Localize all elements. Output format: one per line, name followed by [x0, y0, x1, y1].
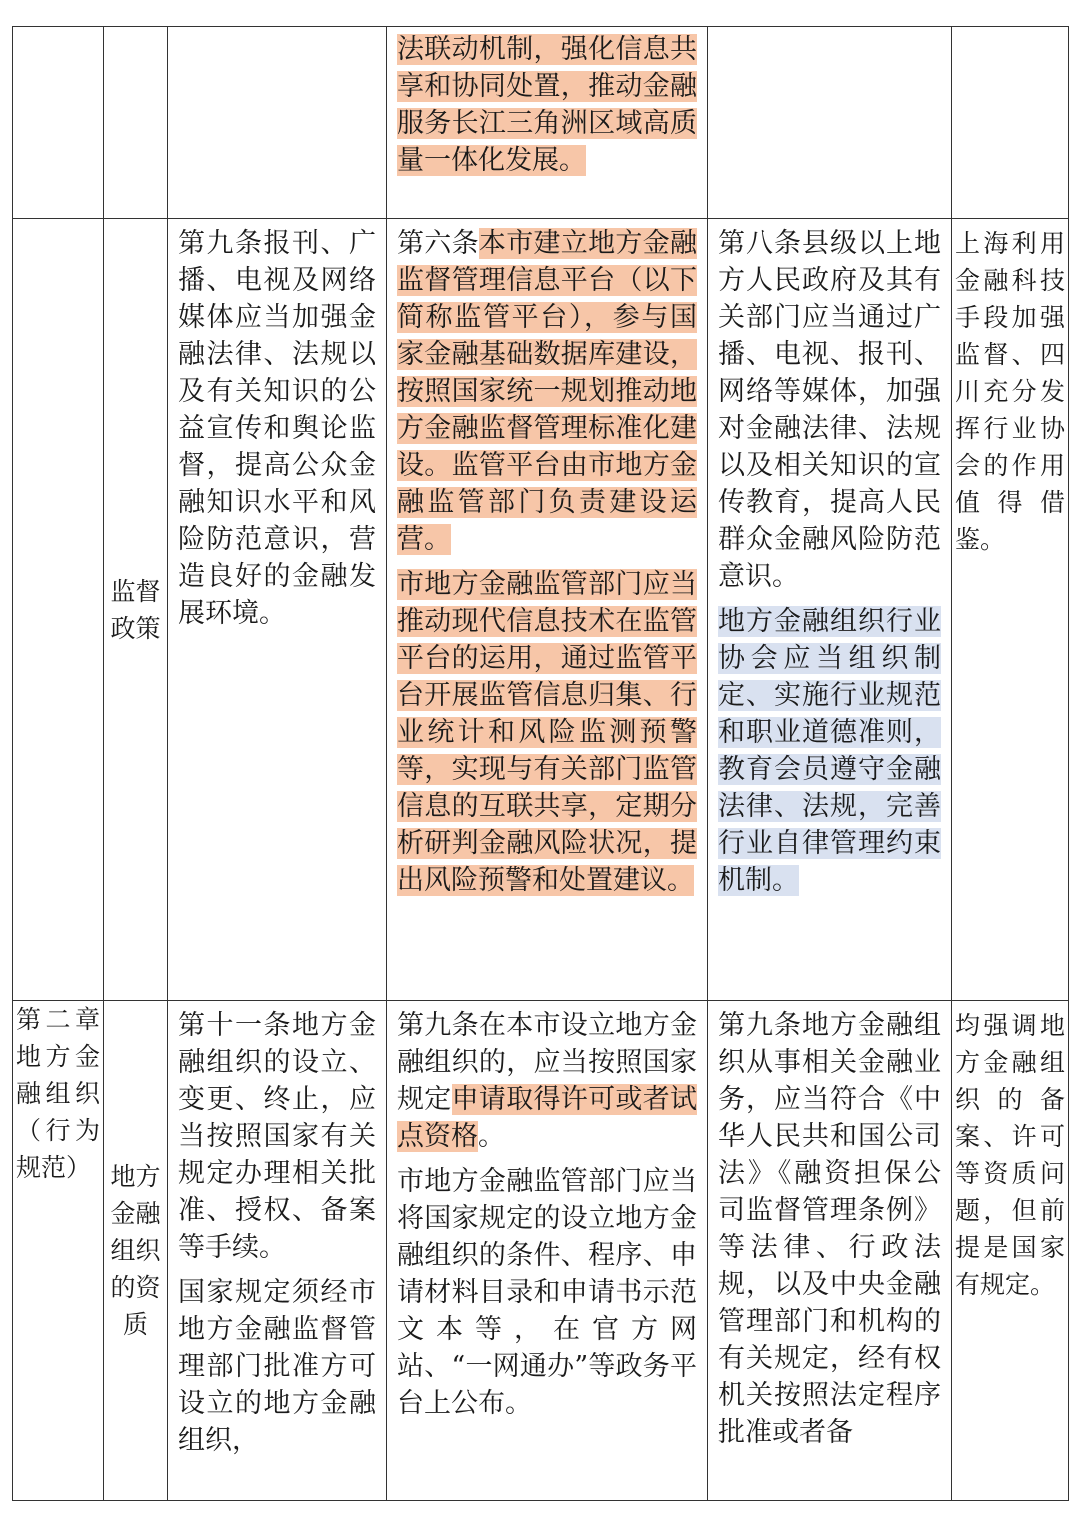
subject-label: 地方金融组织的资质 — [110, 1162, 161, 1339]
text-cell-c — [387, 1001, 708, 1501]
clause-suffix: 。 — [478, 1121, 505, 1152]
text-cell-b — [168, 27, 387, 219]
table-row — [13, 27, 1069, 219]
highlighted-text: 市地方金融监管部门应当推动现代信息技术在监管平台的运用，通过监管平台开展监管信息归集、行业统计和风险监测预警等，实现与有关部门监管信息的互联共享，定期分析研判金融风险状况，提出风险预警和处置建议。 — [397, 569, 697, 896]
text-cell-d — [708, 1001, 952, 1501]
table-row — [13, 219, 1069, 1001]
text-cell-e — [952, 27, 1069, 219]
chapter-label: 第二章地方金融组织（行为规范） — [16, 1005, 100, 1182]
clause-text: 市地方金融监管部门应当将国家规定的设立地方金融组织的条件、程序、申请材料目录和申请书示范文本等，在官方网站、“一网通办”等政务平台上公布。 — [397, 1166, 697, 1419]
subject-cell — [104, 27, 168, 219]
highlighted-text: 申请取得许可或者试点资格 — [397, 1084, 698, 1152]
chapter-cell — [13, 219, 104, 1001]
chapter-cell — [13, 1001, 104, 1501]
clause-text: 第十一条地方金融组织的设立、变更、终止，应当按照国家有关规定办理相关批准、授权、备案等手续。 — [178, 1010, 376, 1263]
highlighted-text: 本市建立地方金融监督管理信息平台（以下简称监管平台），参与国家金融基础数据库建设，按照国家统一规划推动地方金融监督管理标准化建设。监管平台由市地方金融监管部门负责建设运营。 — [397, 228, 698, 555]
comparison-table — [12, 26, 1069, 1501]
comment-text: 上海利用金融科技手段加强监督、四川充分发挥行业协会的作用值得借鉴。 — [955, 229, 1065, 554]
chapter-cell — [13, 27, 104, 219]
clause-text: 第九条报刊、广播、电视及网络媒体应当加强金融法律、法规以及有关知识的公益宣传和舆论监督，提高公众金融知识水平和风险防范意识，营造良好的金融发展环境。 — [178, 228, 376, 629]
text-cell-b — [168, 219, 387, 1001]
text-cell-d — [708, 219, 952, 1001]
subject-cell — [104, 219, 168, 1001]
clause-text: 第九条地方金融组织从事相关金融业务，应当符合《中华人民共和国公司法》《融资担保公司监督管理条例》等法律、行政法规，以及中央金融管理部门和机构的有关规定，经有权机关按照法定程序批准或者备 — [718, 1010, 941, 1448]
subject-label: 监督政策 — [110, 576, 161, 643]
highlighted-text-blue: 地方金融组织行业协会应当组织制定、实施行业规范和职业道德准则，教育会员遵守金融法律、法规，完善行业自律管理约束机制。 — [718, 606, 941, 896]
text-cell-c — [387, 27, 708, 219]
text-cell-e — [952, 1001, 1069, 1501]
clause-text: 国家规定须经市地方金融监督管理部门批准方可设立的地方金融组织， — [178, 1277, 376, 1456]
highlighted-text: 法联动机制，强化信息共享和协同处置，推动金融服务长江三角洲区域高质量一体化发展。 — [397, 34, 697, 176]
subject-cell — [104, 1001, 168, 1501]
text-cell-c — [387, 219, 708, 1001]
clause-prefix: 第六条 — [397, 228, 479, 259]
clause-text: 第八条县级以上地方人民政府及其有关部门应当通过广播、电视、报刊、网络等媒体，加强对金融法律、法规以及相关知识的宣传教育，提高人民群众金融风险防范意识。 — [718, 228, 941, 592]
table-row — [13, 1001, 1069, 1501]
comment-text: 均强调地方金融组织的备案、许可等资质问题，但前提是国家有规定。 — [955, 1011, 1065, 1299]
text-cell-b — [168, 1001, 387, 1501]
clause-prefix: 第九条在本市设立地方金融组织的，应当按照国家规定 — [397, 1010, 697, 1115]
text-cell-e — [952, 219, 1069, 1001]
text-cell-d — [708, 27, 952, 219]
